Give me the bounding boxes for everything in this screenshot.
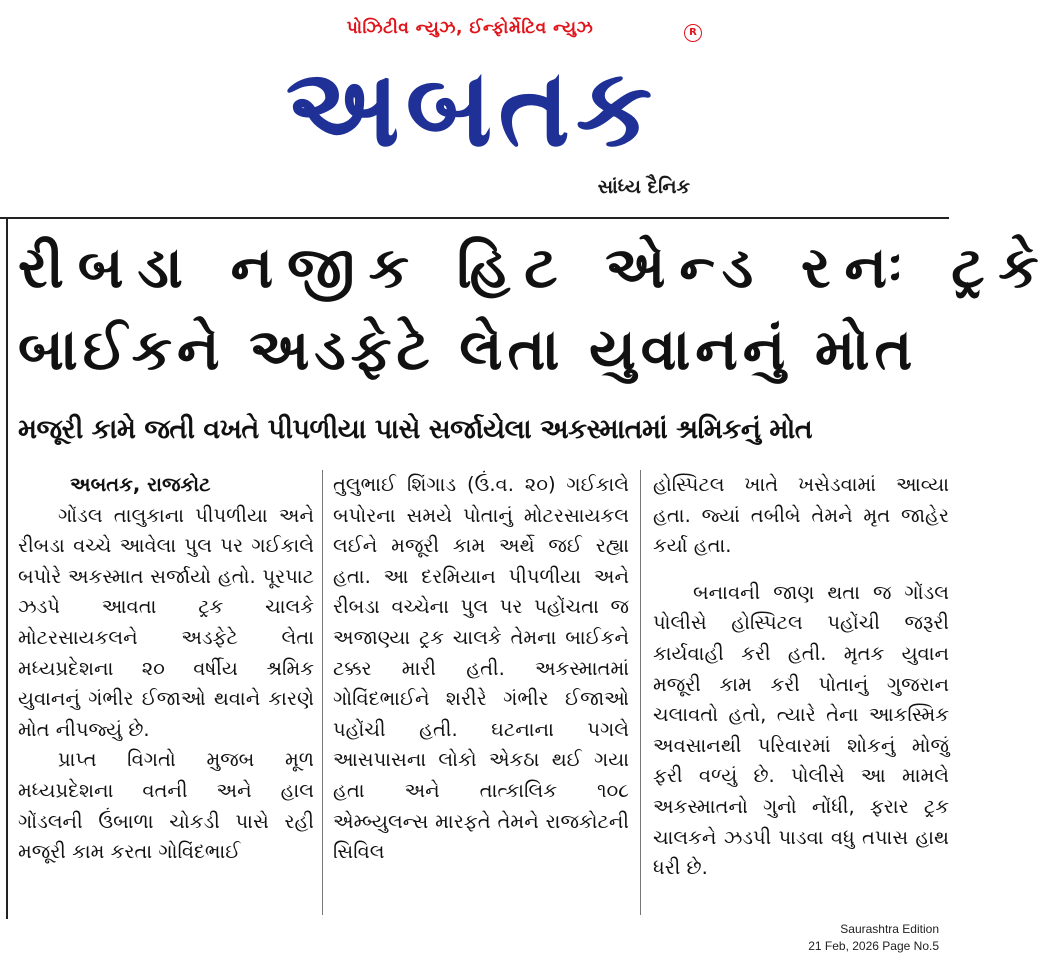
article-subheadline: મજૂરી કામે જતી વખતે પીપળીયા પાસે સર્જાયેલા અકસ્માતમાં શ્રમિકનું મોત bbox=[18, 414, 813, 445]
masthead-tagline: પોઝિટીવ ન્યુઝ, ઈન્ફોર્મેટિવ ન્યુઝ bbox=[346, 18, 594, 38]
paragraph: તુલુભાઈ શિંગાડ (ઉં.વ. ૨૦) ગઈકાલે બપોરના સમયે પોતાનું મોટરસાયકલ લઈને મજૂરી કામ અર્થે જઈ રહ્યા હતા. આ દરમિયાન પીપળીયા અને રીબડા વચ્ચેના પુલ પર પહોંચતા જ અજાણ્યા ટ્રક ચાલકે તેમના બાઈકને ટક્કર મારી હતી. અકસ્માતમાં ગોવિંદભાઈને શરીરે ગંભીર ઈજાઓ પહોંચી હતી. ઘટનાના પગલે આસપાસના લોકો એકઠા થઈ ગયા હતા અને તાત્કાલિક ૧૦૮ એમ્બ્યુલન્સ મારફતે તેમને રાજકોટની સિવિલ bbox=[333, 473, 629, 864]
column-divider bbox=[640, 470, 641, 915]
newspaper-logo bbox=[252, 48, 692, 170]
paragraph: ગોંડલ તાલુકાના પીપળીયા અને રીબડા વચ્ચે આવેલા પુલ પર ગઈકાલે બપોરે અકસ્માત સર્જાયો હતો. પૂરપાટ ઝડપે આવતા ટ્રક ચાલકે મોટરસાયકલને અડફેટે લેતા મધ્યપ્રદેશના ૨૦ વર્ષીય શ્રમિક યુવાનનું ગંભીર ઈજાઓ થવાને કારણે મોત નીપજ્યું છે. bbox=[18, 503, 314, 741]
page-footer bbox=[808, 921, 939, 955]
paragraph: બનાવની જાણ થતા જ ગોંડલ પોલીસે હોસ્પિટલ પહોંચી જરૂરી કાર્યવાહી કરી હતી. મૃતક યુવાન મજૂરી કામ કરી પોતાનું ગુજરાન ચલાવતો હતો, ત્યારે તેના આકસ્મિક અવસાનથી પરિવારમાં શોકનું મોજું ફરી વળ્યું છે. પોલીસે આ મામલે અકસ્માતનો ગુનો નોંધી, ફરાર ટ્રક ચાલકને ઝડપી પાડવા વધુ તપાસ હાથ ધરી છે. bbox=[653, 580, 949, 880]
article-column-2 bbox=[333, 470, 629, 868]
headline-line-1: રીબડા નજીક હિટ એન્ડ રનઃ ટ્રકે bbox=[18, 235, 1053, 301]
top-rule-divider bbox=[0, 217, 949, 219]
left-border-divider bbox=[6, 219, 8, 919]
logo-wordmark: અબતક bbox=[285, 46, 659, 171]
column-divider bbox=[322, 470, 323, 915]
paragraph: પ્રાપ્ત વિગતો મુજબ મૂળ મધ્યપ્રદેશના વતની અને હાલ ગોંડલની ઉંબાળા ચોકડી પાસે રહી મજૂરી કામ કરતા ગોવિંદભાઈ bbox=[18, 748, 314, 864]
registered-mark-icon: R bbox=[684, 24, 702, 42]
edition-type: સાંધ્ય દૈનિક bbox=[597, 176, 690, 198]
paragraph: હોસ્પિટલ ખાતે ખસેડવામાં આવ્યા હતા. જ્યાં તબીબે તેમને મૃત જાહેર કર્યા હતા. bbox=[653, 473, 949, 558]
article-column-3 bbox=[653, 470, 949, 884]
article-column-1 bbox=[18, 470, 314, 868]
headline-line-2: બાઈકને અડફેટે લેતા યુવાનનું મોત bbox=[18, 317, 918, 383]
footer-date-page: 21 Feb, 2026 Page No.5 bbox=[808, 939, 939, 953]
article-byline: અબતક, રાજકોટ bbox=[70, 473, 211, 496]
article-headline bbox=[18, 227, 1053, 391]
footer-edition: Saurashtra Edition bbox=[840, 922, 939, 936]
masthead bbox=[0, 0, 949, 215]
